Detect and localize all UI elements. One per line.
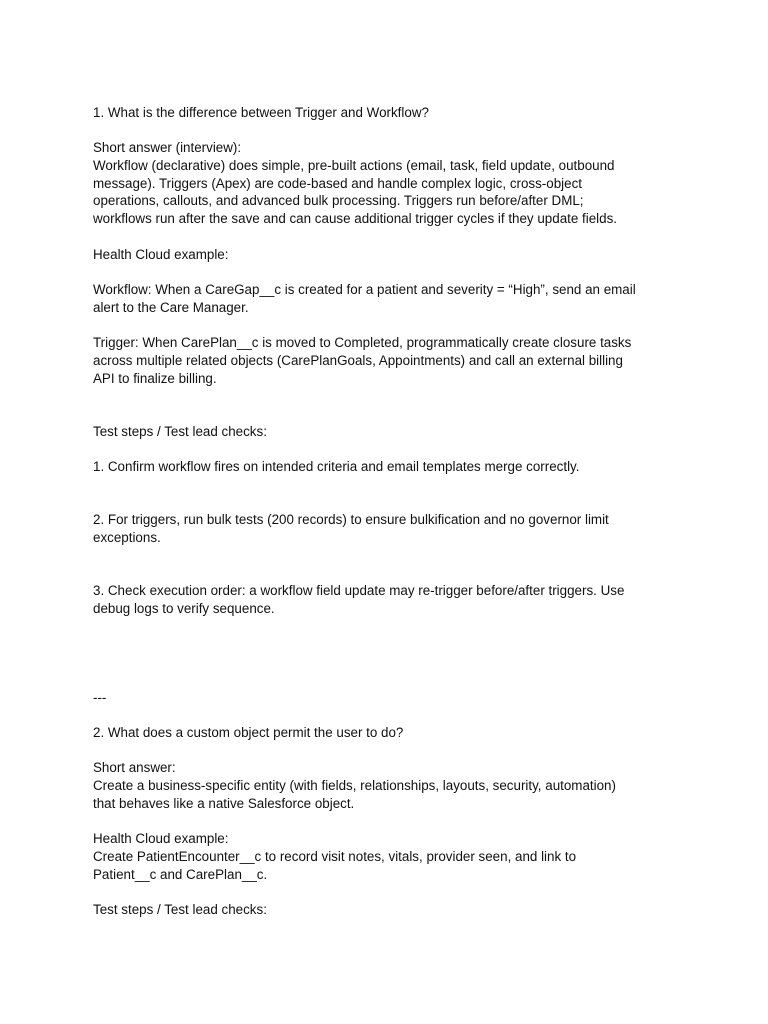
paragraph-line: that behaves like a native Salesforce object. — [93, 796, 355, 811]
paragraph-line: message). Triggers (Apex) are code-based and handle complex logic, cross-object — [93, 176, 582, 191]
health-cloud-example-label: Health Cloud example: — [93, 831, 229, 846]
paragraph-line: API to finalize billing. — [93, 371, 217, 386]
paragraph-line: across multiple related objects (CarePlanGoals, Appointments) and call an external billing — [93, 353, 623, 368]
list-item-continuation: debug logs to verify sequence. — [93, 601, 275, 616]
list-item: 3. Check execution order: a workflow field update may re-trigger before/after triggers. Use — [93, 583, 625, 598]
short-answer-label: Short answer (interview): — [93, 140, 242, 155]
paragraph-line: Trigger: When CarePlan__c is moved to Completed, programmatically create closure tasks — [93, 335, 632, 350]
paragraph-line: Workflow (declarative) does simple, pre-built actions (email, task, field update, outbound — [93, 158, 615, 173]
paragraph-line: Create PatientEncounter__c to record visit notes, vitals, provider seen, and link to — [93, 849, 577, 864]
test-steps-label: Test steps / Test lead checks: — [93, 902, 267, 917]
question-2-heading: 2. What does a custom object permit the user to do? — [93, 725, 404, 740]
paragraph-line: alert to the Care Manager. — [93, 300, 249, 315]
list-item: 1. Confirm workflow fires on intended criteria and email templates merge correctly. — [93, 459, 580, 474]
paragraph-line: Patient__c and CarePlan__c. — [93, 867, 268, 882]
list-item: 2. For triggers, run bulk tests (200 records) to ensure bulkification and no governor limit — [93, 512, 609, 527]
paragraph-line: operations, callouts, and advanced bulk processing. Triggers run before/after DML; — [93, 193, 584, 208]
test-steps-label: Test steps / Test lead checks: — [93, 424, 267, 439]
short-answer-label: Short answer: — [93, 760, 176, 775]
health-cloud-example-label: Health Cloud example: — [93, 247, 229, 262]
list-item-continuation: exceptions. — [93, 530, 161, 545]
paragraph-line: workflows run after the save and can cause additional trigger cycles if they update fields. — [93, 211, 618, 226]
question-1-heading: 1. What is the difference between Trigger and Workflow? — [93, 105, 429, 120]
paragraph-line: Create a business-specific entity (with fields, relationships, layouts, security, automation) — [93, 778, 616, 793]
section-divider: --- — [93, 690, 107, 705]
paragraph-line: Workflow: When a CareGap__c is created for a patient and severity = “High”, send an email — [93, 282, 636, 297]
